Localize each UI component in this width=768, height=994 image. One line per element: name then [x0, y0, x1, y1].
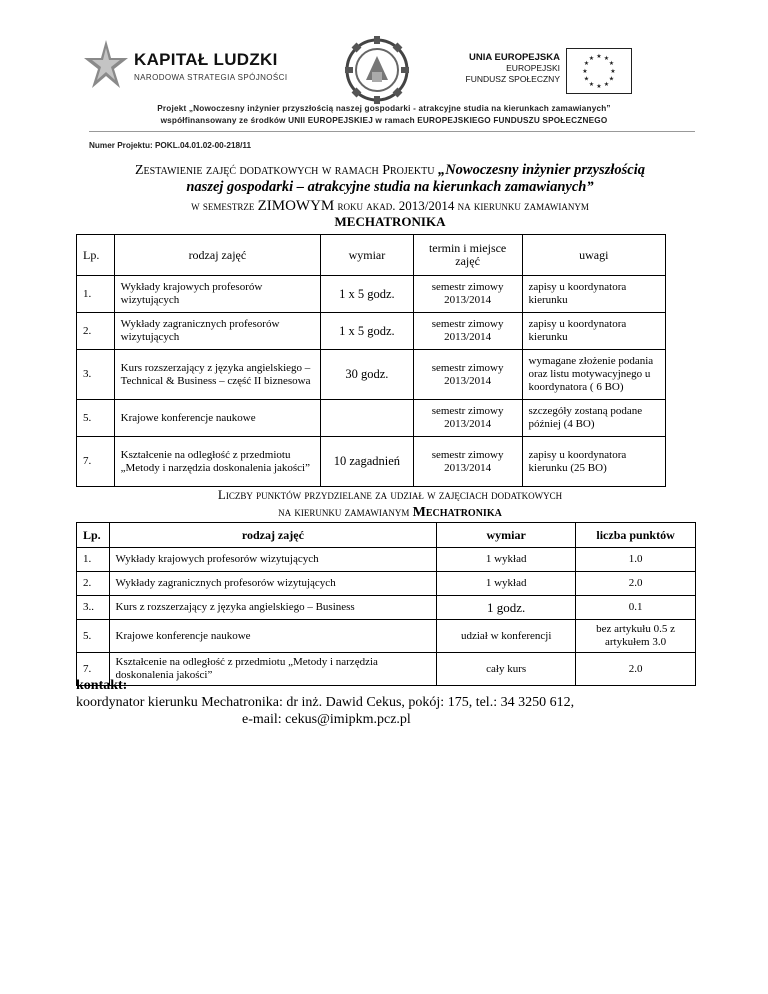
cell-points: 2.0 — [576, 653, 696, 686]
contact-block — [76, 677, 574, 728]
cell-notes: zapisy u koordynatora kierunku — [522, 313, 665, 350]
eu-fund-label-1: EUROPEJSKI — [506, 63, 560, 73]
cell-scope: 1 wykład — [437, 572, 576, 596]
header-lp: Lp. — [77, 523, 110, 548]
kapital-ludzki-title: KAPITAŁ LUDZKI — [134, 50, 278, 69]
table-header-row — [77, 523, 696, 548]
cell-scope: cały kurs — [437, 653, 576, 686]
svg-text:★: ★ — [583, 60, 590, 67]
header-scope: wymiar — [437, 523, 576, 548]
cell-term: semestr zimowy 2013/2014 — [413, 437, 522, 487]
table-row — [77, 437, 666, 487]
document-title-line-2 — [60, 178, 720, 197]
cell-term: semestr zimowy 2013/2014 — [413, 276, 522, 313]
title-project-name-1: „Nowoczesny inżynier przyszłością — [437, 162, 645, 178]
table-row — [77, 620, 696, 653]
title-year-label: roku akad. — [334, 198, 399, 213]
cell-scope: 1 wykład — [437, 548, 576, 572]
svg-text:★: ★ — [582, 68, 588, 75]
project-description-line-2: współfinansowany ze środków UNII EUROPEJSKIEJ w ramach EUROPEJSKIEGO FUNDUSZU SPOŁECZNEGO — [160, 116, 608, 125]
cell-notes: zapisy u koordynatora kierunku — [522, 276, 665, 313]
cell-lp: 2. — [77, 313, 115, 350]
svg-text:★: ★ — [596, 83, 602, 90]
cell-term: semestr zimowy 2013/2014 — [413, 400, 522, 437]
svg-text:★: ★ — [603, 55, 610, 62]
cell-lp: 7. — [77, 653, 110, 686]
header-scope: wymiar — [321, 235, 414, 276]
cell-scope: 1 godz. — [437, 596, 576, 620]
svg-text:★: ★ — [610, 68, 616, 75]
additional-classes-table — [76, 234, 666, 487]
eu-flag-icon — [566, 48, 632, 94]
title-semester: ZIMOWYM — [257, 198, 335, 214]
table-row — [77, 350, 666, 400]
contact-label: kontakt: — [76, 678, 128, 693]
cell-scope — [321, 400, 414, 437]
header-type: rodzaj zajęć — [109, 523, 437, 548]
cell-scope: 10 zagadnień — [321, 437, 414, 487]
header-divider — [89, 131, 695, 132]
header-lp: Lp. — [77, 235, 115, 276]
cell-points: 0.1 — [576, 596, 696, 620]
cell-lp: 7. — [77, 437, 115, 487]
points-title-prefix: na kierunku zamawianym — [278, 504, 413, 519]
document-title-major: MECHATRONIKA — [334, 214, 446, 229]
cell-type: Wykłady krajowych profesorów wizytujących — [109, 548, 437, 572]
table-header-row — [77, 235, 666, 276]
kapital-ludzki-star-icon — [82, 38, 130, 94]
cell-notes: wymagane złożenie podania oraz listu motywacyjnego u koordynatora ( 6 BO) — [522, 350, 665, 400]
header-points: liczba punktów — [576, 523, 696, 548]
cell-term: semestr zimowy 2013/2014 — [413, 313, 522, 350]
university-emblem-icon — [344, 34, 410, 106]
points-title-line-2 — [60, 503, 720, 521]
header-notes: uwagi — [522, 235, 665, 276]
cell-points: 2.0 — [576, 572, 696, 596]
kapital-ludzki-logo — [82, 38, 288, 98]
svg-text:★: ★ — [588, 55, 595, 62]
cell-notes: zapisy u koordynatora kierunku (25 BO) — [522, 437, 665, 487]
svg-text:★: ★ — [588, 81, 595, 88]
project-number: Numer Projektu: POKL.04.01.02-00-218/11 — [89, 141, 252, 150]
contact-coordinator: koordynator kierunku Mechatronika: dr inż. Dawid Cekus, pokój: 175, tel.: 34 3250 612, — [76, 695, 575, 710]
eu-fund-label-2: FUNDUSZ SPOŁECZNY — [465, 74, 560, 84]
table-row — [77, 313, 666, 350]
svg-text:★: ★ — [603, 81, 610, 88]
cell-scope: 1 x 5 godz. — [321, 276, 414, 313]
title-year: 2013/2014 — [398, 198, 455, 213]
cell-type: Krajowe konferencje naukowe — [109, 620, 437, 653]
title-direction-label: na kierunku zamawianym — [454, 198, 589, 213]
cell-lp: 3. — [77, 350, 115, 400]
cell-type: Wykłady zagranicznych profesorów wizytujących — [114, 313, 321, 350]
contact-email[interactable]: e-mail: cekus@imipkm.pcz.pl — [242, 712, 411, 727]
points-title-major: Mechatronika — [412, 505, 502, 520]
cell-lp: 5. — [77, 400, 115, 437]
cell-lp: 3.. — [77, 596, 110, 620]
eu-label: UNIA EUROPEJSKA — [469, 52, 560, 63]
cell-term: semestr zimowy 2013/2014 — [413, 350, 522, 400]
svg-text:★: ★ — [608, 60, 615, 67]
table-row — [77, 276, 666, 313]
cell-type: Kurs rozszerzający z języka angielskiego –Technical & Business – część II biznesowa — [114, 350, 321, 400]
cell-scope: 1 x 5 godz. — [321, 313, 414, 350]
svg-text:★: ★ — [596, 53, 602, 60]
cell-type: Wykłady zagranicznych profesorów wizytujących — [109, 572, 437, 596]
cell-points: 1.0 — [576, 548, 696, 572]
cell-type: Kurs z rozszerzający z języka angielskiego – Business — [109, 596, 437, 620]
title-semester-prefix: w semestrze — [191, 198, 258, 213]
svg-text:★: ★ — [583, 75, 590, 83]
cell-points: bez artykułu 0.5 z artykułem 3.0 — [576, 620, 696, 653]
cell-type: Kształcenie na odległość z przedmiotu „Metody i narzędzia doskonalenia jakości” — [114, 437, 321, 487]
svg-text:★: ★ — [608, 75, 615, 83]
cell-type: Wykłady krajowych profesorów wizytujących — [114, 276, 321, 313]
cell-notes: szczegóły zostaną podane później (4 BO) — [522, 400, 665, 437]
project-description-line-1: Projekt „Nowoczesny inżynier przyszłością naszej gospodarki - atrakcyjne studia na kierunkach zamawianych” — [157, 104, 611, 113]
cell-lp: 1. — [77, 548, 110, 572]
points-table — [76, 522, 696, 686]
kapital-ludzki-subtitle: NARODOWA STRATEGIA SPÓJNOŚCI — [134, 73, 288, 82]
header-type: rodzaj zajęć — [114, 235, 321, 276]
cell-type: Krajowe konferencje naukowe — [114, 400, 321, 437]
table-row — [77, 400, 666, 437]
table-row — [77, 596, 696, 620]
header-term: termin i miejsce zajęć — [413, 235, 522, 276]
table-row — [77, 572, 696, 596]
cell-scope: 30 godz. — [321, 350, 414, 400]
cell-lp: 1. — [77, 276, 115, 313]
eu-text-block — [466, 52, 560, 85]
cell-scope: udział w konferencji — [437, 620, 576, 653]
cell-lp: 2. — [77, 572, 110, 596]
title-project-name-2: naszej gospodarki – atrakcyjne studia na kierunkach zamawianych” — [186, 179, 594, 195]
points-title-line-1: Liczby punktów przydzielane za udział w zajęciach dodatkowych — [217, 487, 563, 502]
title-prefix: Zestawienie zajęć dodatkowych w ramach Projektu — [135, 163, 438, 178]
cell-lp: 5. — [77, 620, 110, 653]
table-row — [77, 548, 696, 572]
cell-type: Kształcenie na odległość z przedmiotu „Metody i narzędzia doskonalenia jakości” — [109, 653, 437, 686]
